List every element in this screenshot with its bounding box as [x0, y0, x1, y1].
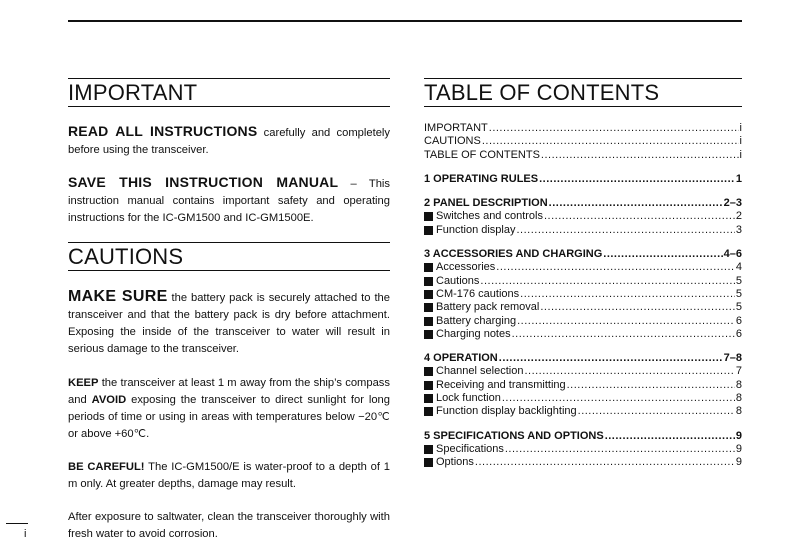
- careful-lead: BE CAREFUL!: [68, 461, 145, 473]
- toc-section-operation[interactable]: 4 OPERATION ..... 7–8: [424, 352, 742, 365]
- toc-column: [424, 78, 742, 470]
- toc-section-operating-rules[interactable]: 1 OPERATING RULES ..... 1: [424, 173, 742, 186]
- page-number-rule: [6, 523, 28, 524]
- keep-mid: the transceiver at least 1 m away from the ship’s compass and: [68, 377, 390, 406]
- toc-entry-lock-function[interactable]: Lock function ..... 8: [424, 392, 742, 405]
- toc-entry-battery-charging[interactable]: Battery charging ..... 6: [424, 315, 742, 328]
- toc-entry-switches-and-controls[interactable]: Switches and controls ..... 2: [424, 210, 742, 223]
- saltwater-paragraph: After exposure to saltwater, clean the transceiver thoroughly with fresh water to avoid corrosion.: [68, 511, 390, 540]
- toc-entry-specifications[interactable]: Specifications ..... 9: [424, 443, 742, 456]
- page-number: i: [24, 528, 27, 540]
- read-instructions-paragraph: [68, 123, 390, 159]
- make-sure-paragraph: [68, 288, 390, 358]
- toc-entry-function-display[interactable]: Function display ..... 3: [424, 224, 742, 237]
- toc-entry-cm176-cautions[interactable]: CM-176 cautions ..... 5: [424, 288, 742, 301]
- cautions-heading: CAUTIONS: [68, 242, 390, 271]
- toc-entry-cautions-sub[interactable]: Cautions ..... 5: [424, 275, 742, 288]
- careful-rest: The IC-GM1500/E is water-proof to a depth of 1 m only. At greater depths, damage may result.: [68, 461, 390, 490]
- be-careful-paragraph: [68, 459, 390, 493]
- toc-entry-charging-notes[interactable]: Charging notes ..... 6: [424, 328, 742, 341]
- toc-entry-options[interactable]: Options ..... 9: [424, 456, 742, 469]
- save-rest: – This instruction manual contains important safety and operating instructions for the IC-GM1500 and IC-GM1500E.: [68, 178, 390, 224]
- keep-paragraph: [68, 375, 390, 443]
- left-column: [68, 78, 390, 543]
- toc-entry-battery-pack-removal[interactable]: Battery pack removal ..... 5: [424, 301, 742, 314]
- toc-entry-channel-selection[interactable]: Channel selection ..... 7: [424, 365, 742, 378]
- save-lead: SAVE THIS INSTRUCTION MANUAL: [68, 174, 339, 190]
- make-sure-rest: the battery pack is securely attached to the transceiver and that the battery pack is dry before attachment. Exposing the inside of the transceiver to water will result in serious damage to the transceiver.: [68, 292, 390, 355]
- toc-heading: TABLE OF CONTENTS: [424, 78, 742, 107]
- keep-lead: KEEP: [68, 377, 99, 389]
- read-lead: READ ALL INSTRUCTIONS: [68, 123, 258, 139]
- make-sure-lead: MAKE SURE: [68, 288, 168, 305]
- save-manual-paragraph: [68, 174, 390, 227]
- avoid-lead: AVOID: [91, 394, 127, 406]
- toc-entry-receiving-and-transmitting[interactable]: Receiving and transmitting ..... 8: [424, 379, 742, 392]
- toc-entry-function-display-backlighting[interactable]: Function display backlighting ..... 8: [424, 405, 742, 418]
- read-rest: carefully and completely before using the transceiver.: [68, 127, 390, 156]
- toc-entry-important[interactable]: IMPORTANT ..... i: [424, 122, 742, 135]
- toc-section-accessories-and-charging[interactable]: 3 ACCESSORIES AND CHARGING ..... 4–6: [424, 248, 742, 261]
- toc-entry-table-of-contents[interactable]: TABLE OF CONTENTS ..... i: [424, 149, 742, 162]
- top-rule: [68, 20, 742, 22]
- avoid-rest: exposing the transceiver to direct sunlight for long periods of time or using in areas with temperatures below −20℃ or above +60℃.: [68, 394, 390, 440]
- toc-section-panel-description[interactable]: 2 PANEL DESCRIPTION ..... 2–3: [424, 197, 742, 210]
- toc-entry-accessories[interactable]: Accessories ..... 4: [424, 261, 742, 274]
- toc-section-specifications-and-options[interactable]: 5 SPECIFICATIONS AND OPTIONS ..... 9: [424, 430, 742, 443]
- important-heading: IMPORTANT: [68, 78, 390, 107]
- toc-entry-cautions[interactable]: CAUTIONS ..... i: [424, 135, 742, 148]
